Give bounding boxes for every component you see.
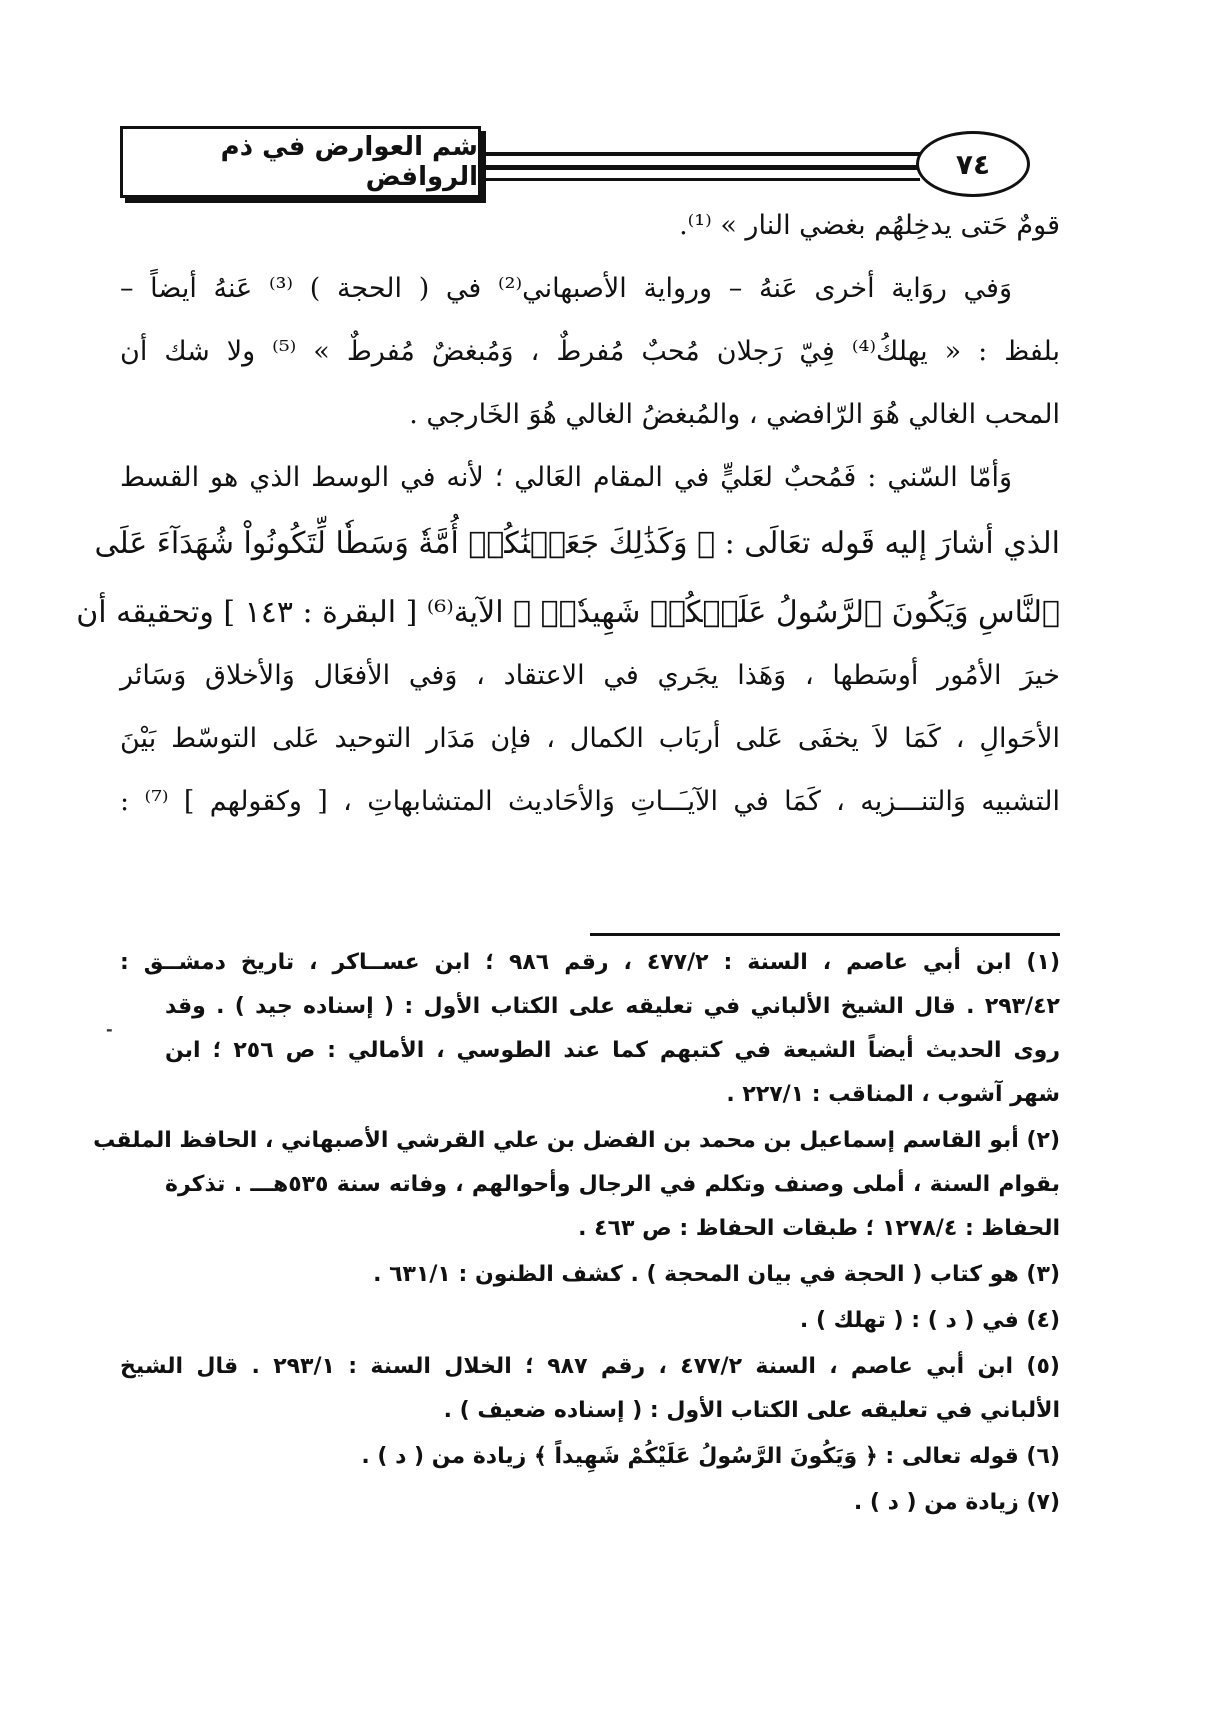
running-title-text: شم العوارض في ذم الروافض (220, 132, 478, 192)
text-line: وَأمّا السّني : فَمُحبٌ لعَليٍّ في المقام العَالي ؛ لأنه في الوسط الذي هو القسط (120, 462, 1012, 493)
page-number (916, 131, 1030, 197)
text-line: التشبيه وَالتنـــزيه ، كَمَا في الآيـَــاتِ وَالأحَاديث المتشابهاتِ ، [ وكقولهم ] ⁽⁷⁾ : (120, 786, 1061, 817)
text-line: قومٌ حَتى يدخِلهُم بغضي النار » ⁽¹⁾. (679, 210, 1060, 241)
text-line: خيرَ الأمُور أوسَطها ، وَهَذا يجَري في الاعتقاد ، وَفي الأفعَال وَالأخلاق وَسَائر (120, 660, 1060, 691)
header-rule (482, 152, 920, 156)
text-line: وَفي روَاية أخرى عَنهُ – ورواية الأصبهاني⁽²⁾ في ( الحجة ) ⁽³⁾ عَنهُ أيضاً – (120, 273, 1013, 304)
page-number-text: ٧٤ (955, 147, 991, 181)
footnote-line: (٥) ابن أبي عاصم ، السنة ٤٧٧/٢ ، رقم ٩٨٧ ؛ الخلال السنة : ٢٩٣/١ . قال الشيخ (120, 1354, 1060, 1379)
footnote-line: (٣) هو كتاب ( الحجة في بيان المحجة ) . كشف الظنون : ٦٣١/١ . (373, 1262, 1060, 1287)
margin-mark: - (106, 1020, 113, 1039)
footnote-line: الألباني في تعليقه على الكتاب الأول : ( إسناده ضعيف ) . (443, 1398, 1060, 1423)
footnote-line: (٢) أبو القاسم إسماعيل بن محمد بن الفضل بن علي القرشي الأصبهاني ، الحافظ الملقب (93, 1128, 1060, 1153)
footnote-line: (٤) في ( د ) : ( تهلك ) . (799, 1308, 1060, 1333)
footnote-separator (590, 933, 1060, 936)
text-line: الأحَوالِ ، كَمَا لاَ يخفَى عَلى أربَاب الكمال ، فإن مَدَار التوحيد عَلى التوسّط بَيْنَ (120, 723, 1060, 754)
running-title (120, 126, 481, 198)
footnote-line: الحفاظ : ١٢٧٨/٤ ؛ طبقات الحفاظ : ص ٤٦٣ . (578, 1216, 1060, 1241)
footnote-line: ٢٩٣/٤٢ . قال الشيخ الألباني في تعليقه على الكتاب الأول : ( إسناده جيد ) . وقد (165, 994, 1060, 1019)
text-line: ٱلنَّاسِ وَيَكُونَ ٱلرَّسُولُ عَلَيۡكُمۡ شَهِيدٗاۗ ﴾ الآية⁽⁶⁾ [ البقرة : ١٤٣ ] وتحقيقه أن (76, 595, 1060, 630)
footnote-line: (٧) زيادة من ( د ) . (853, 1490, 1060, 1515)
footnote-line: شهر آشوب ، المناقب : ٢٢٧/١ . (726, 1082, 1060, 1107)
text-line: الذي أشارَ إليه قَوله تعَالَى : ﴿ وَكَذَٰلِكَ جَعَلۡنَٰكُمۡ أُمَّةٗ وَسَطٗا لِّتَكُونُواْ شُهَدَآءَ عَلَى (94, 526, 1060, 561)
header-rule (482, 165, 920, 170)
footnote-line: (٦) قوله تعالى : ﴿ وَيَكُونَ الرَّسُولُ عَلَيْكُمْ شَهِيداً ﴾ زيادة من ( د ) . (361, 1444, 1060, 1469)
text-line: المحب الغالي هُوَ الرّافضي ، والمُبغضُ الغالي هُوَ الخَارجي . (409, 399, 1060, 430)
footnote-line: روى الحديث أيضاً الشيعة في كتبهم كما عند الطوسي ، الأمالي : ص ٢٥٦ ؛ ابن (165, 1038, 1060, 1063)
footnote-line: (١) ابن أبي عاصم ، السنة : ٤٧٧/٢ ، رقم ٩٨٦ ؛ ابن عســاكر ، تاريخ دمشــق : (120, 950, 1060, 975)
page-header (120, 126, 1060, 206)
header-rule (482, 178, 920, 181)
text-line: بلفظ : « يهلكُ⁽⁴⁾ فِيّ رَجلان مُحبٌ مُفرطٌ ، وَمُبغضٌ مُفرطٌ » ⁽⁵⁾ ولا شك أن (120, 336, 1061, 367)
footnote-line: بقوام السنة ، أملى وصنف وتكلم في الرجال وأحوالهم ، وفاته سنة ٥٣٥هـــ . تذكرة (165, 1172, 1060, 1197)
